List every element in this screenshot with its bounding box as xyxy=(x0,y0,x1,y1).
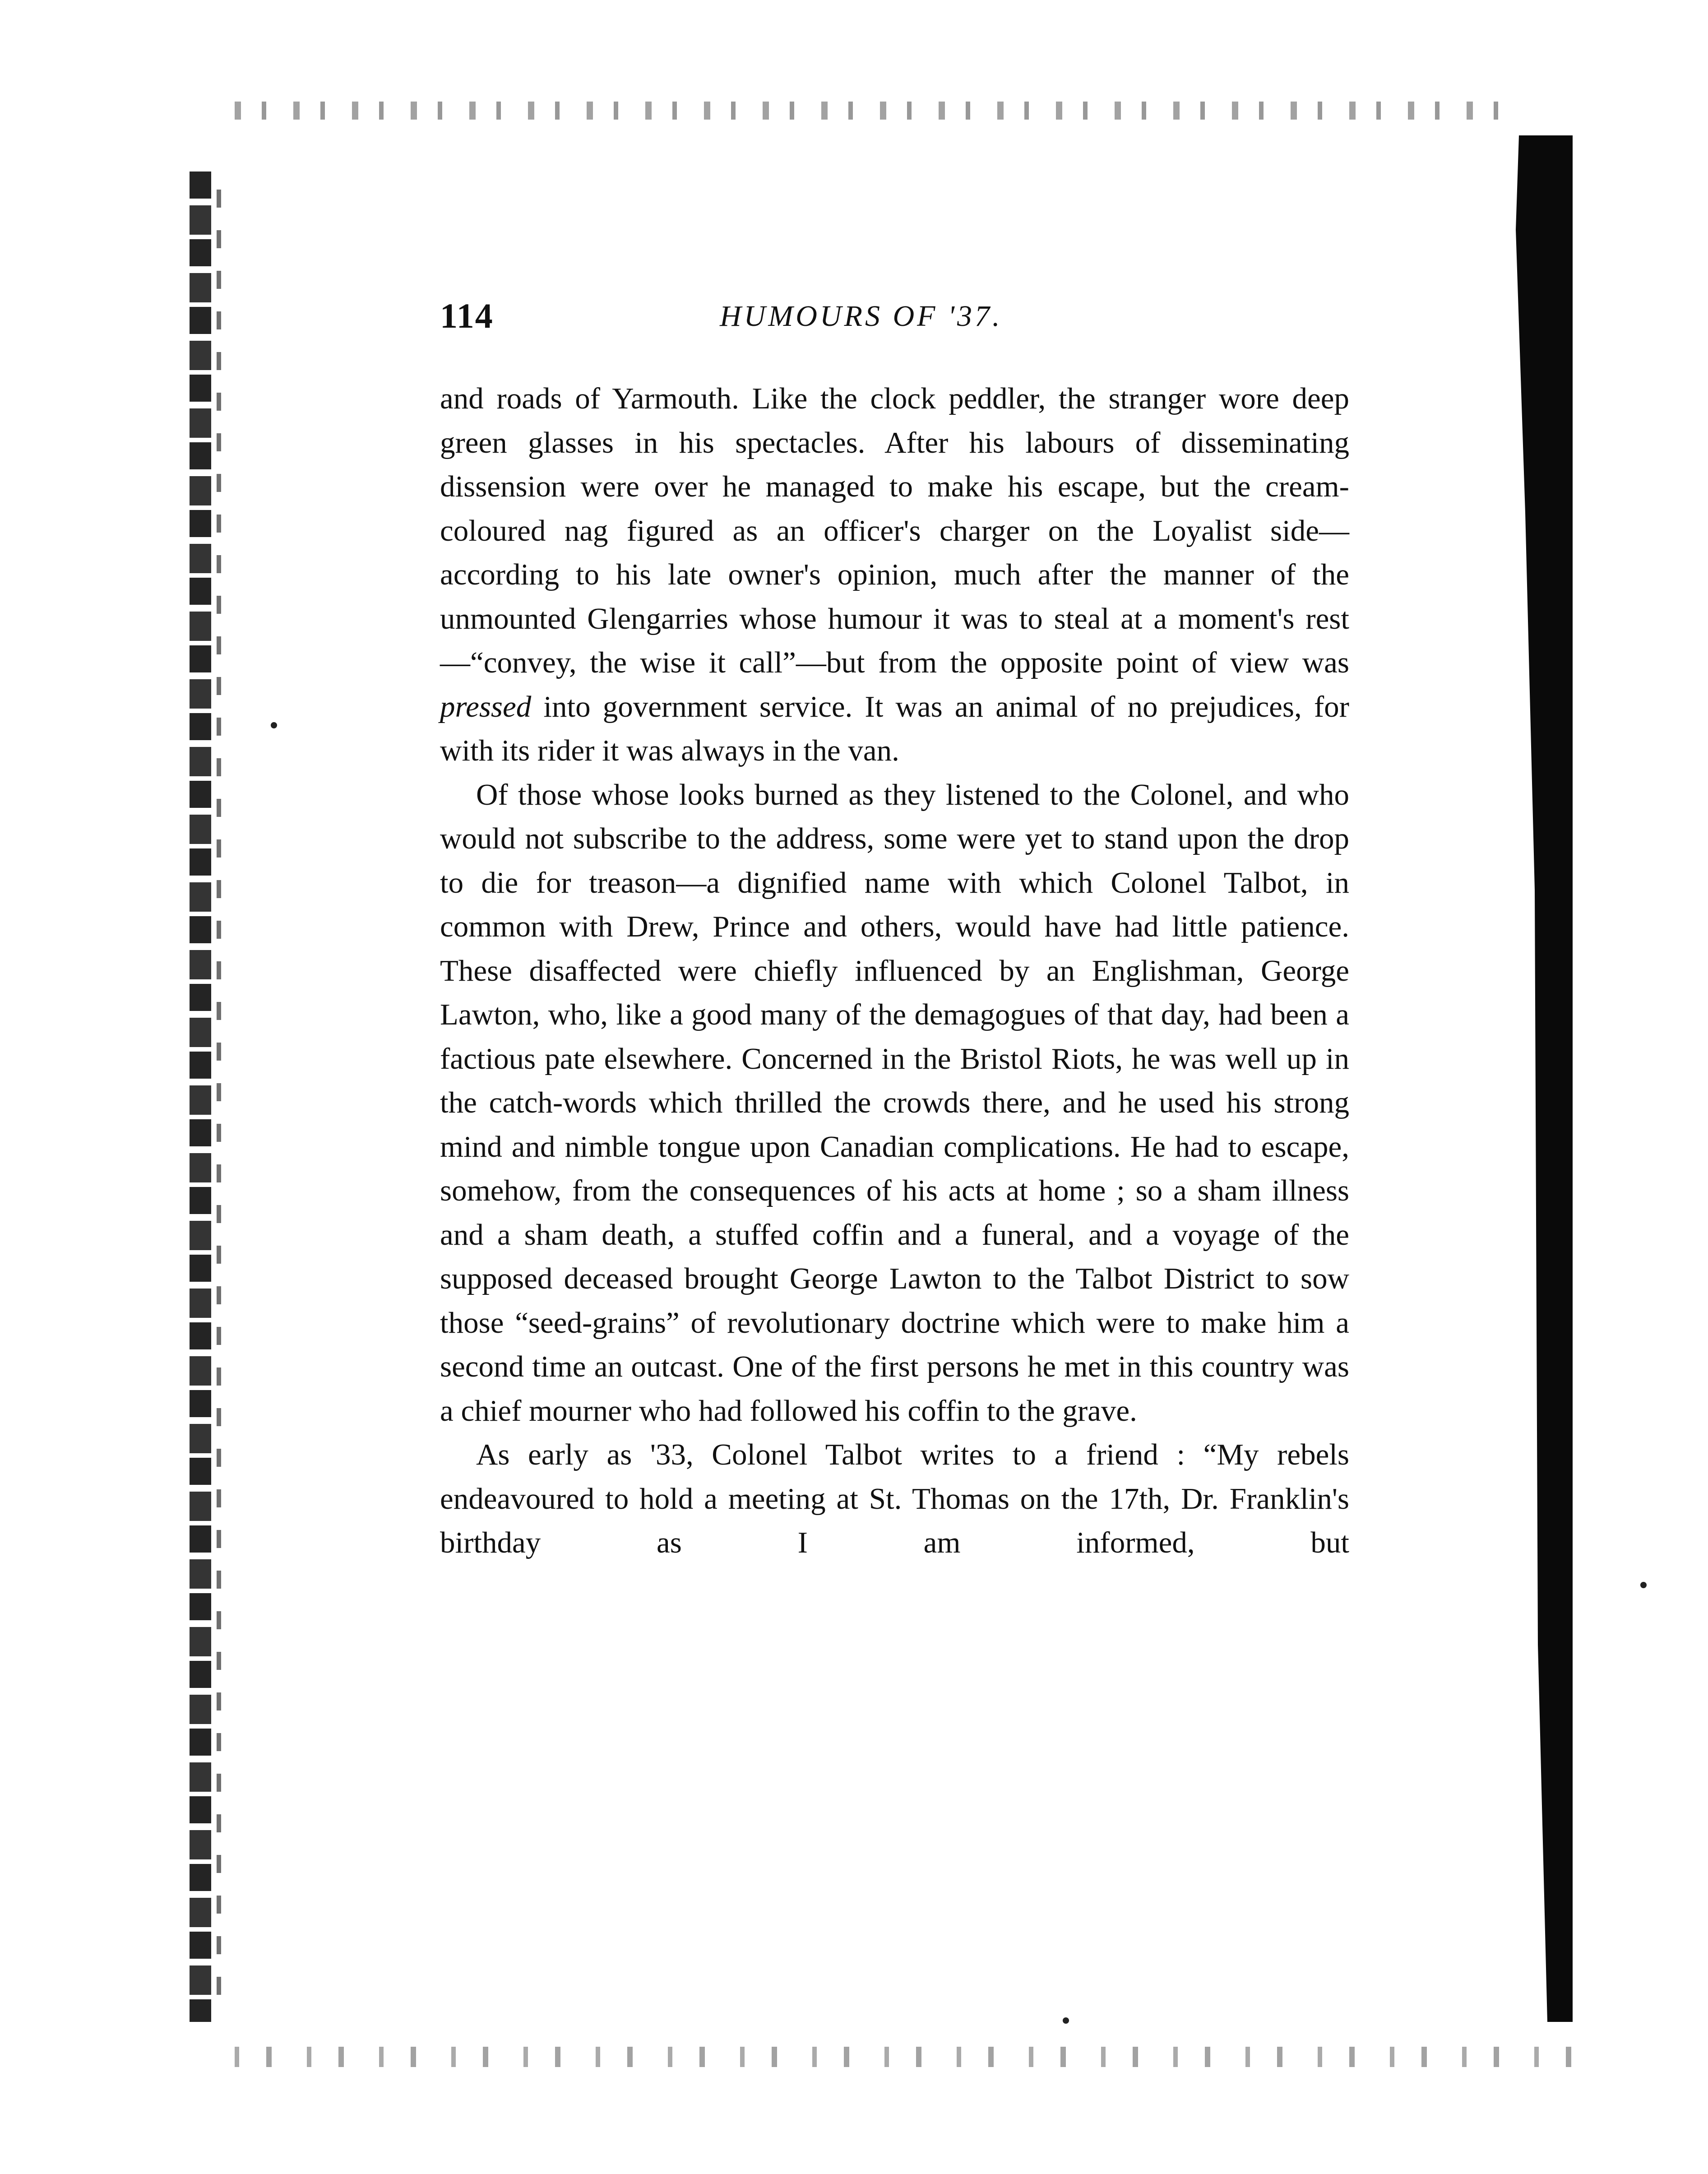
page-edge-shadow-right xyxy=(1509,135,1573,2022)
scan-noise-bottom xyxy=(235,2047,1588,2067)
paragraph-3: As early as '33, Colonel Talbot writes to a friend : “My rebels endeavoured to hold a meeting at St. Thomas on the 17th, Dr. Franklin's birthday as I am informed, but xyxy=(440,1438,1349,1559)
page-number: 114 xyxy=(440,296,494,335)
paragraph-1-text-after: into government service. It was an animal of no prejudices, for with its rider it was always in the van. xyxy=(440,690,1349,767)
running-title: HUMOURS OF '37. xyxy=(720,300,1003,333)
body-text xyxy=(440,377,1349,1565)
scan-speck xyxy=(1063,2017,1069,2024)
scan-speck xyxy=(1640,1582,1647,1588)
binding-shadow-left-inner xyxy=(217,190,221,1995)
paragraph-2: Of those whose looks burned as they listened to the Colonel, and who would not subscribe to the address, some were yet to stand upon the drop to die for treason—a dignified name with which Colonel Talbot, in common with Drew, Prince and others, would have had little patience. These disaffected were chiefly influenced by an Englishman, George Lawton, who, like a good many of the demagogues of that day, had been a factious pate elsewhere. Concerned in the Bristol Riots, he was well up in the catch-words which thrilled the crowds there, and he used his strong mind and nimble tongue upon Canadian complications. He had to escape, somehow, from the consequences of his acts at home ; so a sham illness and a sham death, a stuffed coffin and a funeral, and a voyage of the supposed deceased brought George Lawton to the Talbot District to sow those “seed-grains” of revolutionary doctrine which were to make him a second time an outcast. One of the first persons he met in this country was a chief mourner who had followed his coffin to the grave. xyxy=(440,778,1349,1428)
paragraph-1 xyxy=(440,377,1349,773)
binding-shadow-left xyxy=(190,172,211,2022)
scan-noise-top xyxy=(235,102,1521,120)
running-head xyxy=(440,296,1361,345)
scan-speck xyxy=(271,722,277,728)
paragraph-1-text-before: and roads of Yarmouth. Like the clock peddler, the stranger wore deep green glasses in his spectacles. After his labours of disseminating dissension were over he managed to make his escape, but the cream-coloured nag figured as an officer's charger on the Loyalist side—according to his late owner's opinion, much after the manner of the unmounted Glengarries whose humour it was to steal at a moment's rest—“convey, the wise it call”—but from the opposite point of view was xyxy=(440,382,1349,679)
emphasis-pressed: pressed xyxy=(440,690,532,723)
